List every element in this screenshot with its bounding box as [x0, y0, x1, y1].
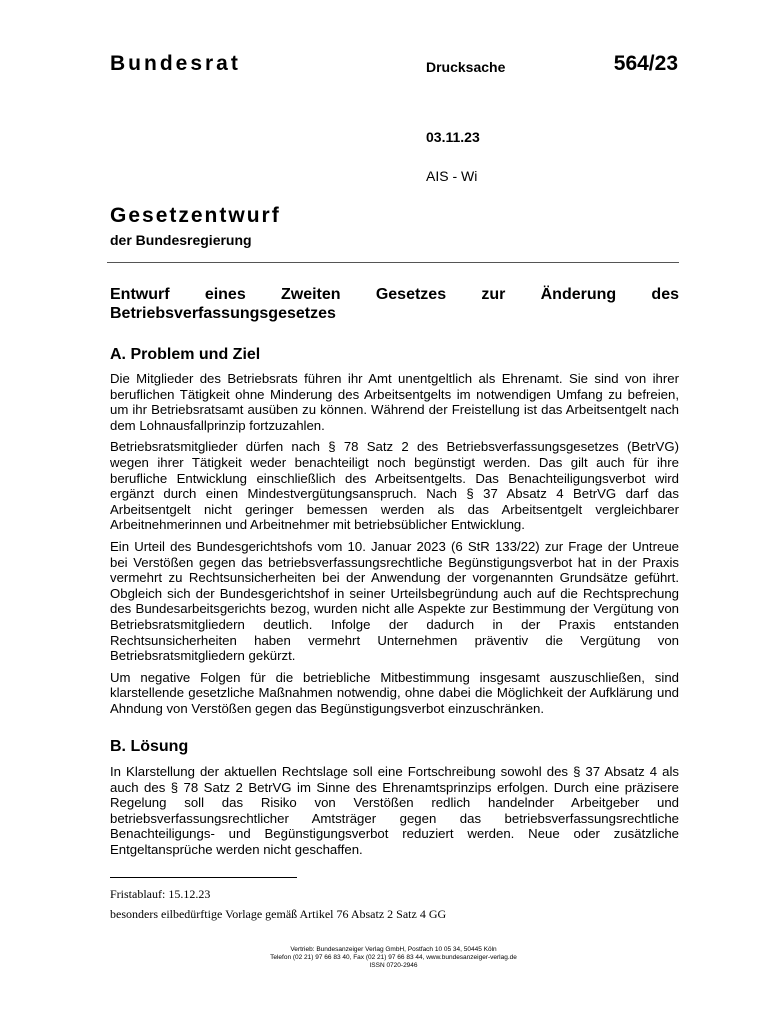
paragraph: Betriebsratsmitglieder dürfen nach § 78 Satz 2 des Betriebsverfassungsgesetzes (BetrVG) wegen ihrer Tätigkeit weder benachteiligt noch begünstigt werden. Das gilt auch für ihre berufliche Entwicklung einschließlich des Arbeitsentgelts. Das Benachteiligungsverbot wird ergänzt durch einen Mindestvergütungsanspruch. Nach § 37 Absatz 4 BetrVG darf das Arbeitsentgelt nicht geringer bemessen werden als das Arbeitsentgelt vergleichbarer Arbeitnehmerinnen und Arbeitnehmer mit betriebsüblicher Entwicklung. [110, 439, 679, 533]
header-divider [107, 262, 679, 263]
footnote-divider [110, 877, 297, 878]
draft-title-line-1: Entwurf eines Zweiten Gesetzes zur Änderung des [110, 286, 679, 303]
paragraph: Die Mitglieder des Betriebsrats führen ihr Amt unentgeltlich als Ehrenamt. Sie sind von ihrer beruflichen Tätigkeit ohne Minderung des Arbeitsentgelts im notwendigen Umfang zu befreien, um ihr Betriebsratsamt ausüben zu können. Während der Freistellung ist das Arbeitsentgelt nach dem Lohnausfallprinzip fortzuzahlen. [110, 371, 679, 433]
paragraph: Ein Urteil des Bundesgerichtshofs vom 10. Januar 2023 (6 StR 133/22) zur Frage der Untreue bei Verstößen gegen das betriebsverfassungsrechtliche Begünstigungsverbot hat in der Praxis vermehrt zu Rechtsunsicherheiten bei der Anwendung der vorgenannten Grundsätze geführt. Obgleich sich der Bundesgerichtshof in seiner Urteilsbegründung auch auf die Rechtsprechung des Bundesarbeitsgerichts bezog, wurden nicht alle Aspekte zur Bestimmung der Vergütung von Betriebsratsmitgliedern deutlich. Infolge der dadurch in der Praxis entstanden Rechtsunsicherheiten haben vermehrt Unternehmen präventiv die Vergütung von Betriebsratsmitgliedern gekürzt. [110, 538, 679, 664]
document-type: Gesetzentwurf [110, 204, 281, 227]
footer-distributor: Vertrieb: Bundesanzeiger Verlag GmbH, Postfach 10 05 34, 50445 Köln [290, 946, 497, 953]
section-body-problem [110, 371, 679, 722]
footnote-deadline: Fristablauf: 15.12.23 [110, 887, 211, 901]
section-heading-solution: B. Lösung [110, 738, 189, 755]
footnote-urgency: besonders eilbedürftige Vorlage gemäß Artikel 76 Absatz 2 Satz 4 GG [110, 907, 447, 921]
footer-contact: Telefon (02 21) 97 66 83 40, Fax (02 21) 97 66 83 44, www.bundesanzeiger-verlag.de [270, 954, 517, 961]
organization-name: Bundesrat [110, 52, 241, 75]
draft-title [110, 285, 679, 323]
document-date: 03.11.23 [426, 129, 480, 145]
committee-codes: AIS - Wi [426, 168, 478, 184]
footer-issn: ISSN 0720-2946 [369, 962, 418, 969]
paragraph: Um negative Folgen für die betriebliche Mitbestimmung insgesamt auszuschließen, sind klarstellende gesetzliche Maßnahmen notwendig, ohne dabei die Möglichkeit der Aufklärung und Ahndung von Verstößen gegen das Begünstigungsverbot einzuschränken. [110, 669, 679, 716]
document-label: Drucksache [426, 59, 506, 75]
section-heading-problem: A. Problem und Ziel [110, 346, 261, 363]
section-body-solution [110, 764, 679, 864]
document-author: der Bundesregierung [110, 232, 252, 248]
document-number: 564/23 [613, 52, 678, 75]
paragraph: In Klarstellung der aktuellen Rechtslage soll eine Fortschreibung sowohl des § 37 Absatz 4 als auch des § 78 Satz 2 BetrVG im Sinne des Ehrenamtsprinzips erfolgen. Durch eine präzisere Regelung soll das Risiko von Verstößen redlich handelnder Arbeitgeber und betriebsverfassungsrechtlicher Amtsträger gegen das betriebsverfassungsrechtliche Benachteiligungs- und Begünstigungsverbot reduziert werden. Neue oder zusätzliche Entgeltansprüche werden nicht geschaffen. [110, 764, 679, 857]
draft-title-line-2: Betriebsverfassungsgesetzes [110, 305, 336, 322]
